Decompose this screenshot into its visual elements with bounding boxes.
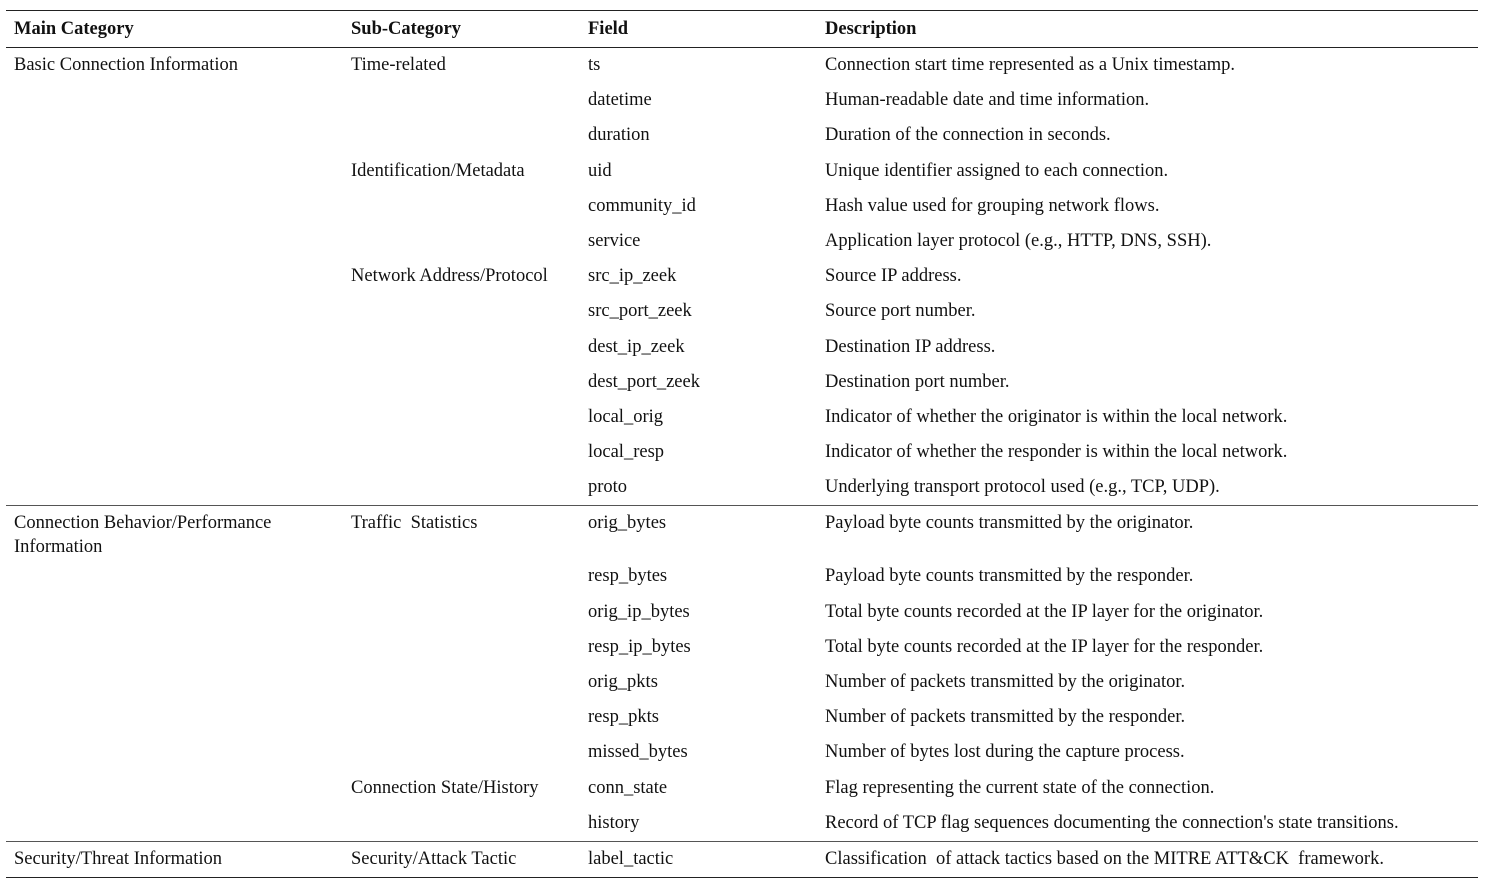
field-name: community_id bbox=[588, 195, 696, 216]
description-cell bbox=[817, 365, 1478, 400]
field-cell bbox=[580, 154, 817, 189]
field-description: Destination IP address. bbox=[825, 336, 996, 357]
table-row bbox=[6, 259, 1478, 294]
sub-category-label: Security/Attack Tactic bbox=[351, 848, 517, 869]
field-name: label_tactic bbox=[588, 848, 674, 869]
description-cell bbox=[817, 118, 1478, 153]
field-cell bbox=[580, 435, 817, 470]
field-description: Indicator of whether the originator is within the local network. bbox=[825, 406, 1288, 427]
sub-category-cell bbox=[343, 435, 580, 470]
main-category-cell bbox=[6, 400, 343, 435]
sub-category-cell bbox=[343, 700, 580, 735]
sub-category-cell bbox=[343, 224, 580, 259]
main-category-cell bbox=[6, 83, 343, 118]
sub-category-cell bbox=[343, 559, 580, 594]
field-name: orig_pkts bbox=[588, 672, 658, 692]
field-cell bbox=[580, 259, 817, 294]
description-cell bbox=[817, 559, 1478, 594]
main-category-label: Basic Connection Information bbox=[14, 55, 239, 75]
description-cell bbox=[817, 48, 1478, 84]
header-main-category: Main Category bbox=[14, 18, 134, 39]
description-cell bbox=[817, 771, 1478, 806]
field-description: Flag representing the current state of the connection. bbox=[825, 777, 1215, 798]
field-name: uid bbox=[588, 160, 612, 181]
sub-category-cell bbox=[343, 365, 580, 400]
main-category-label: Security/Threat Information bbox=[14, 848, 223, 869]
description-cell bbox=[817, 841, 1478, 877]
main-category-cell bbox=[6, 841, 343, 877]
main-category-cell bbox=[6, 365, 343, 400]
field-description: Payload byte counts transmitted by the originator. bbox=[825, 513, 1194, 534]
table-row bbox=[6, 154, 1478, 189]
field-description: Destination port number. bbox=[825, 371, 1010, 392]
field-name: duration bbox=[588, 125, 650, 146]
table-row bbox=[6, 595, 1478, 630]
field-name: dest_port_zeek bbox=[588, 371, 700, 392]
description-cell bbox=[817, 700, 1478, 735]
main-category-cell bbox=[6, 700, 343, 735]
table-row bbox=[6, 400, 1478, 435]
field-name: missed_bytes bbox=[588, 742, 688, 763]
field-name: dest_ip_zeek bbox=[588, 336, 685, 357]
table-row bbox=[6, 559, 1478, 594]
field-description: Number of packets transmitted by the responder. bbox=[825, 707, 1186, 728]
main-category-cell bbox=[6, 48, 343, 84]
description-cell bbox=[817, 630, 1478, 665]
field-cell bbox=[580, 83, 817, 118]
table-row bbox=[6, 735, 1478, 770]
sub-category-cell bbox=[343, 330, 580, 365]
field-description: Application layer protocol (e.g., HTTP, DNS, SSH). bbox=[825, 230, 1212, 251]
sub-category-cell bbox=[343, 771, 580, 806]
field-description: Number of packets transmitted by the originator. bbox=[825, 672, 1186, 692]
field-description: Payload byte counts transmitted by the responder. bbox=[825, 566, 1194, 587]
field-cell bbox=[580, 559, 817, 594]
field-cell bbox=[580, 470, 817, 506]
table-row bbox=[6, 700, 1478, 735]
field-description: Source port number. bbox=[825, 301, 976, 322]
field-description: Hash value used for grouping network flows. bbox=[825, 195, 1160, 216]
sub-category-cell bbox=[343, 595, 580, 630]
field-cell bbox=[580, 630, 817, 665]
field-cell bbox=[580, 806, 817, 842]
sub-category-cell bbox=[343, 806, 580, 842]
field-name: orig_bytes bbox=[588, 513, 667, 534]
sub-category-cell bbox=[343, 665, 580, 700]
field-name: resp_pkts bbox=[588, 707, 659, 728]
field-name: resp_ip_bytes bbox=[588, 636, 691, 657]
description-cell bbox=[817, 330, 1478, 365]
description-cell bbox=[817, 83, 1478, 118]
field-description: Human-readable date and time information. bbox=[825, 90, 1150, 111]
sub-category-cell bbox=[343, 189, 580, 224]
main-category-cell bbox=[6, 224, 343, 259]
table-row bbox=[6, 83, 1478, 118]
field-name: src_ip_zeek bbox=[588, 266, 677, 287]
field-cell bbox=[580, 294, 817, 329]
main-category-cell bbox=[6, 118, 343, 153]
main-category-cell bbox=[6, 154, 343, 189]
field-cell bbox=[580, 189, 817, 224]
main-category-cell bbox=[6, 559, 343, 594]
table-row bbox=[6, 189, 1478, 224]
field-name: proto bbox=[588, 477, 628, 498]
table-row bbox=[6, 771, 1478, 806]
sub-category-cell bbox=[343, 841, 580, 877]
description-cell bbox=[817, 806, 1478, 842]
field-name: ts bbox=[588, 55, 601, 75]
header-row bbox=[6, 11, 1478, 48]
field-table-container bbox=[6, 10, 1478, 878]
description-cell bbox=[817, 735, 1478, 770]
sub-category-cell bbox=[343, 400, 580, 435]
main-category-cell bbox=[6, 470, 343, 506]
description-cell bbox=[817, 435, 1478, 470]
table-row bbox=[6, 665, 1478, 700]
table-row bbox=[6, 365, 1478, 400]
description-cell bbox=[817, 224, 1478, 259]
header-sub-category: Sub-Category bbox=[351, 18, 461, 39]
main-category-label: Connection Behavior/Performance Information bbox=[14, 513, 272, 558]
sub-category-cell bbox=[343, 735, 580, 770]
sub-category-cell bbox=[343, 48, 580, 84]
description-cell bbox=[817, 189, 1478, 224]
table-row bbox=[6, 294, 1478, 329]
sub-category-label: Traffic Statistics bbox=[351, 513, 478, 534]
field-description: Total byte counts recorded at the IP layer for the responder. bbox=[825, 636, 1264, 657]
field-cell bbox=[580, 365, 817, 400]
field-cell bbox=[580, 400, 817, 435]
table-header bbox=[6, 11, 1478, 48]
sub-category-label: Connection State/History bbox=[351, 777, 539, 798]
table-row bbox=[6, 506, 1478, 560]
main-category-cell bbox=[6, 259, 343, 294]
sub-category-cell bbox=[343, 83, 580, 118]
field-cell bbox=[580, 841, 817, 877]
field-cell bbox=[580, 506, 817, 560]
table-row bbox=[6, 224, 1478, 259]
table-body bbox=[6, 48, 1478, 878]
field-name: src_port_zeek bbox=[588, 301, 692, 322]
field-description: Unique identifier assigned to each connection. bbox=[825, 160, 1169, 181]
main-category-cell bbox=[6, 735, 343, 770]
field-description: Duration of the connection in seconds. bbox=[825, 125, 1111, 146]
table-row bbox=[6, 841, 1478, 877]
table-row bbox=[6, 630, 1478, 665]
description-cell bbox=[817, 665, 1478, 700]
main-category-cell bbox=[6, 294, 343, 329]
description-cell bbox=[817, 259, 1478, 294]
field-cell bbox=[580, 48, 817, 84]
field-description: Total byte counts recorded at the IP layer for the originator. bbox=[825, 601, 1264, 622]
description-cell bbox=[817, 294, 1478, 329]
field-description: Underlying transport protocol used (e.g., TCP, UDP). bbox=[825, 477, 1220, 498]
main-category-cell bbox=[6, 435, 343, 470]
header-field: Field bbox=[588, 18, 629, 39]
field-name: conn_state bbox=[588, 777, 668, 798]
sub-category-label: Identification/Metadata bbox=[351, 160, 525, 181]
field-cell bbox=[580, 771, 817, 806]
table-row bbox=[6, 330, 1478, 365]
sub-category-cell bbox=[343, 294, 580, 329]
table-row bbox=[6, 435, 1478, 470]
field-description: Indicator of whether the responder is within the local network. bbox=[825, 442, 1288, 463]
main-category-cell bbox=[6, 630, 343, 665]
field-cell bbox=[580, 118, 817, 153]
header-description: Description bbox=[825, 18, 917, 39]
sub-category-cell bbox=[343, 259, 580, 294]
field-name: history bbox=[588, 812, 640, 833]
field-cell bbox=[580, 665, 817, 700]
field-description: Source IP address. bbox=[825, 266, 962, 287]
main-category-cell bbox=[6, 771, 343, 806]
sub-category-cell bbox=[343, 470, 580, 506]
field-cell bbox=[580, 735, 817, 770]
description-cell bbox=[817, 470, 1478, 506]
sub-category-cell bbox=[343, 154, 580, 189]
table-row bbox=[6, 48, 1478, 84]
main-category-cell bbox=[6, 665, 343, 700]
main-category-cell bbox=[6, 806, 343, 842]
field-description: Connection start time represented as a Unix timestamp. bbox=[825, 55, 1235, 75]
field-name: orig_ip_bytes bbox=[588, 601, 690, 622]
sub-category-label: Time-related bbox=[351, 55, 446, 75]
sub-category-cell bbox=[343, 118, 580, 153]
field-name: service bbox=[588, 230, 641, 251]
field-name: resp_bytes bbox=[588, 566, 668, 587]
field-name: local_orig bbox=[588, 406, 664, 427]
description-cell bbox=[817, 595, 1478, 630]
field-table bbox=[6, 10, 1478, 878]
field-cell bbox=[580, 595, 817, 630]
description-cell bbox=[817, 400, 1478, 435]
main-category-cell bbox=[6, 595, 343, 630]
sub-category-label: Network Address/Protocol bbox=[351, 266, 548, 287]
main-category-cell bbox=[6, 330, 343, 365]
table-row bbox=[6, 806, 1478, 842]
field-description: Classification of attack tactics based on the MITRE ATT&CK framework. bbox=[825, 848, 1384, 869]
field-cell bbox=[580, 224, 817, 259]
description-cell bbox=[817, 506, 1478, 560]
sub-category-cell bbox=[343, 506, 580, 560]
description-cell bbox=[817, 154, 1478, 189]
field-description: Number of bytes lost during the capture process. bbox=[825, 742, 1185, 763]
field-cell bbox=[580, 700, 817, 735]
field-name: local_resp bbox=[588, 442, 665, 463]
field-description: Record of TCP flag sequences documenting the connection's state transitions. bbox=[825, 812, 1399, 833]
table-row bbox=[6, 470, 1478, 506]
main-category-cell bbox=[6, 506, 343, 560]
sub-category-cell bbox=[343, 630, 580, 665]
main-category-cell bbox=[6, 189, 343, 224]
field-cell bbox=[580, 330, 817, 365]
field-name: datetime bbox=[588, 90, 652, 111]
table-row bbox=[6, 118, 1478, 153]
